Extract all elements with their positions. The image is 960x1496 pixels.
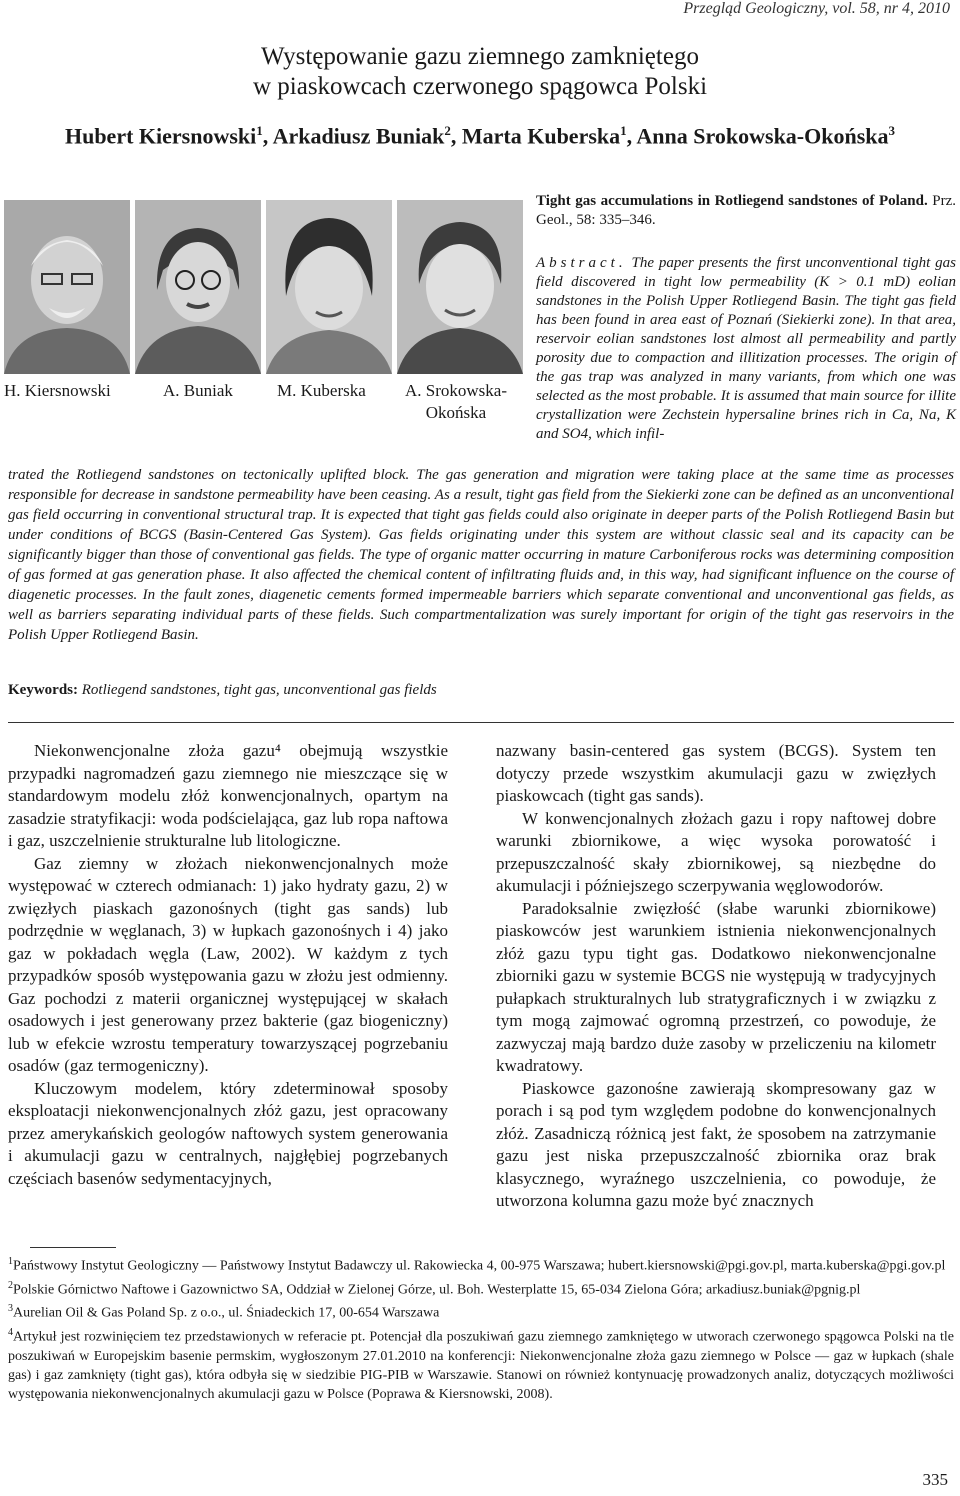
footnote-text: Państwowy Instytut Geologiczny — Państwowy Instytut Badawczy ul. Rakowiecka 4, 00-975 Warszawa; hubert.kiersnowski@pgi.gov.pl, marta.kuberska@pgi.gov.pl xyxy=(13,1258,946,1274)
author-name: Arkadiusz Buniak xyxy=(272,123,445,149)
photo-caption: H. Kiersnowski xyxy=(4,381,111,400)
author-name: Marta Kuberska xyxy=(461,123,621,149)
footnote-text: Artykuł jest rozwinięciem tez przedstawionych w referacie pt. Potencjał dla poszukiwań gazu ziemnego zamkniętego w utworach czerwonego spągowca Polski na tle poszukiwań w Europejskim basenie permskim, wygłoszonym 27.01.2010 na konferencji: Niekonwencjonalne złoża gazu ziemnego w Polsce — gaz w łupkach (shale gas) i gaz zamknięty (tight gas), która odbyła się w siedzibie PIG-PIB w Warszawie. Stanowi on również kontynuację prowadzonych analiz, dotyczących możliwości występowania niekonwencjonalnych akumulacji gazu w Polsce (Poprawa & Kiersnowski, 2008). xyxy=(8,1329,954,1402)
author-affiliation: 2 xyxy=(444,123,451,138)
body-column-left xyxy=(8,740,448,1190)
citation-title: Tight gas accumulations in Rotliegend sandstones of Poland. xyxy=(536,193,928,209)
body-column-right xyxy=(496,740,936,1213)
footnotes xyxy=(8,1252,954,1404)
author-list: Hubert Kiersnowski$^1$, Arkadiusz Buniak$^2$, Marta Kuberska$^1$, Anna Srokowska-Okońska$^3$ xyxy=(64,123,896,149)
keywords-label: Keywords: xyxy=(8,682,78,698)
photo-caption-line: A. Srokowska- xyxy=(405,381,507,400)
paragraph: Niekonwencjonalne złoża gazu⁴ obejmują wszystkie przypadki nagromadzeń gazu ziemnego nie mieszczące się w standardowym modelu złóż konwencjonalnych, opartym na zasadzie stratyfikacji: woda podścielająca, gaz lub ropa naftowa i gaz, uszczelnienie strukturalne lub litologiczne. xyxy=(8,741,448,850)
author-affiliation: 1 xyxy=(620,123,627,138)
page-number: 335 xyxy=(922,1470,948,1489)
abstract-continuation: trated the Rotliegend sandstones on tectonically uplifted block. The gas generation and migration were taking place at the same time as processes responsible for decrease in sandstone permeability have been ceasing. As a result, tight gas field from the Siekierki zone can be defined as an unconventional gas field occurring in conventional structural trap. It is expected that tight gas fields could also originate in deeper parts of the Polish Rotliegend Basin but under conditions of BCGS (Basin-Centered Gas System). Gas fields originating under this system are without classic seal and its capacity can be significantly bigger than those of conventional gas fields. The type of organic matter occurring in mature Carboniferous rocks was determining composition of gas formed at gas generation phase. It also affected the chemical content of infiltrating fluids and, in this way, had significant influence on the course of diagenetic processes. In the fault zones, diagenetic cements formed impermeable barriers which separate conventional and unconventional gas fields, as well as barriers separating individual parts of these fields. Such compartmentalization was surely important for origin of the tight gas reservoirs in the Polish Upper Rotliegend Basin. xyxy=(8,467,954,643)
footnote-number: 4 xyxy=(8,1326,13,1338)
abstract-label: Abstract. xyxy=(536,255,627,271)
author-name: Hubert Kiersnowski xyxy=(64,123,257,149)
paragraph: Kluczowym modelem, który zdeterminował sposoby eksploatacji niekonwencjonalnych złóż gazu, jest opracowany przez amerykańskich geologów naftowych system generowania i akumulacji gazu w centralnych, najgłębiej pogrzebanych częściach basenów sedymentacyjnych, xyxy=(8,1078,448,1188)
citation-source: Prz. Geol., 58: 335–346. xyxy=(536,193,956,228)
photo-caption: A. Buniak xyxy=(163,381,233,400)
journal-header: Przegląd Geologiczny, vol. 58, nr 4, 2010 xyxy=(683,0,950,17)
abstract-text: The paper presents the first unconventional tight gas field discovered in tight low permeability (K > 0.1 mD) eolian sandstones in the Polish Upper Rotliegend Basin. The tight gas field has been found in area east of Poznań (Siekierki zone). In that area, reservoir eolian sandstones lost almost all permeability and partly porosity due to compaction and illitization processes. The origin of the gas trap was analyzed in many variants, from which one was selected as the most probable. It is assumed that main source for illite crystallization were Zechstein hypersaline brines rich in Ca, Na, K and SO4, which infil- xyxy=(536,255,956,442)
keywords-text: Rotliegend sandstones, tight gas, unconventional gas fields xyxy=(81,682,437,698)
paragraph: Piaskowce gazonośne zawierają skompresowany gaz w porach i są pod tym względem podobne do konwencjonalnych złóż. Zasadniczą różnicą jest fakt, że sposobem na zatrzymanie gazu jest niska przepuszczalność zbiornika oraz brak klasycznego, wyraźnego uszczelnienia, co powoduje, że utworzona kolumna gazu może być znacznych xyxy=(496,1078,936,1210)
photo-caption-line: Okońska xyxy=(425,403,487,422)
footnote xyxy=(8,1252,954,1276)
photo-caption: M. Kuberska xyxy=(277,381,366,400)
keywords xyxy=(8,682,437,699)
paragraph: Paradoksalnie zwięzłość (słabe warunki zbiornikowe) piaskowców jest warunkiem istnienia niekonwencjonalnych złóż gazu typu tight gas. Dodatkowo niekonwencjonalne zbiorniki gazu w systemie BCGS nie występują w tradycyjnych pułapkach strukturalnych lub stratygraficznych i w związku z tym mogą zajmować ogromną przestrzeń, co powoduje, że zazwyczaj mają bardzo duże zasoby w przeliczeniu na kilometr kwadratowy. xyxy=(496,898,936,1075)
section-divider xyxy=(8,722,954,723)
title-line-1: Występowanie gazu ziemnego zamkniętego xyxy=(261,43,699,70)
footnote xyxy=(8,1276,954,1300)
paragraph: Gaz ziemny w złożach niekonwencjonalnych może występować w czterech odmianach: 1) jako hydraty gazu, 2) w zwięzłych piaskach gazonośnych (tight gas sands) lub podrzędnie w węglanach, 3) w łupkach gazonośnych i 4) jako gaz w pokładach węgla (Law, 2002). W każdym z tych przypadków sposób występowania gazu w złożu jest odmienny. Gaz pochodzi z materii organicznej występującej w skałach osadowych i jest generowany przez bakterie (gaz biogeniczny) lub w efekcie wzrostu temperatury towarzyszącej pogrzebaniu osadów (gaz termogeniczny). xyxy=(8,853,448,1075)
author-photo xyxy=(397,200,523,374)
author-photo xyxy=(4,200,130,374)
citation xyxy=(536,192,956,230)
paragraph: nazwany basin-centered gas system (BCGS). System ten dotyczy przede wszystkim akumulacji gazu w zwięzłych piaskowcach (tight gas sands). xyxy=(496,741,936,805)
title-line-2: w piaskowcach czerwonego spągowca Polski xyxy=(252,73,708,100)
article-title xyxy=(0,42,960,102)
paragraph: W konwencjonalnych złożach gazu i ropy naftowej dobre warunki zbiornikowe, a więc wysoka porowatość i przepuszczalność skały zbiornikowej, są niezbędne do akumulacji i późniejszego sczerpywania węglowodorów. xyxy=(496,808,936,895)
footnote-number: 1 xyxy=(8,1256,13,1267)
author-name: Anna Srokowska-Okońska xyxy=(636,123,889,149)
author-affiliation: 3 xyxy=(888,123,896,138)
author-affiliation: 1 xyxy=(256,123,263,138)
footnote xyxy=(8,1299,954,1323)
footnote-divider xyxy=(30,1247,116,1248)
footnote-text: Aurelian Oil & Gas Poland Sp. z o.o., ul. Śniadeckich 17, 00-654 Warszawa xyxy=(13,1305,440,1321)
footnote xyxy=(8,1323,954,1404)
abstract-start xyxy=(536,254,956,444)
footnote-number: 2 xyxy=(8,1279,13,1291)
author-photo xyxy=(135,200,261,374)
author-photo xyxy=(266,200,392,374)
footnote-text: Polskie Górnictwo Naftowe i Gazownictwo SA, Oddział w Zielonej Górze, ul. Boh. Westerplatte 15, 65-034 Zielona Góra; arkadiusz.buniak@pgnig.pl xyxy=(13,1282,861,1298)
photo-caption xyxy=(400,380,512,424)
footnote-number: 3 xyxy=(8,1303,13,1315)
